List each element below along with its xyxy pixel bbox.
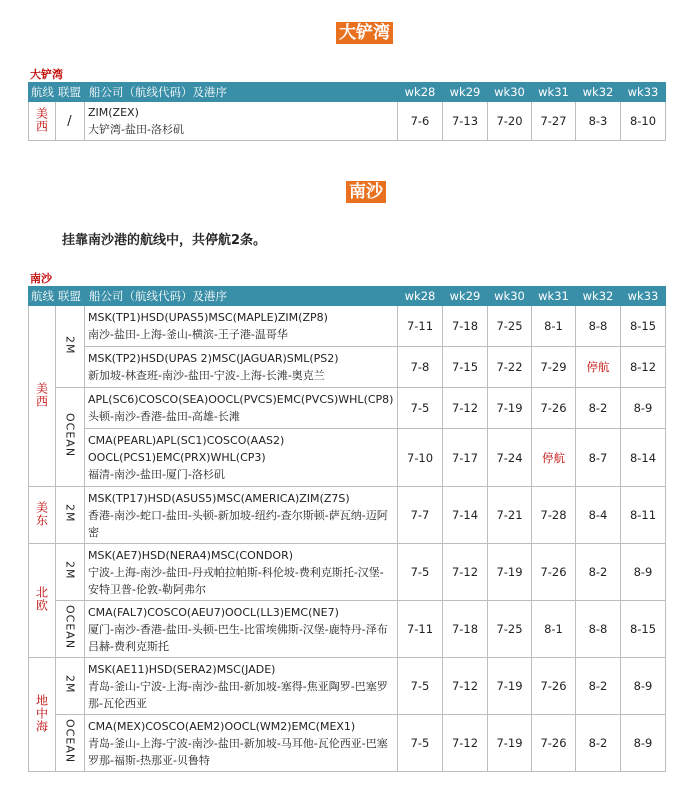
header-week: wk30 [488,287,532,306]
port-rotation: 福清-南沙-盐田-厦门-洛杉矶 [88,468,225,481]
alliance-cell: 2M [56,544,85,601]
route-cell: 北欧 [29,544,56,658]
date-cell: 8-8 [576,306,621,347]
date-cell: 7-27 [532,102,576,141]
date-cell: 8-12 [621,347,666,388]
date-cell: 7-12 [443,544,488,601]
table-row [29,388,666,429]
date-cell: 8-15 [621,306,666,347]
table-row [29,347,666,388]
date-cell: 8-9 [621,658,666,715]
alliance-cell: OCEAN [56,388,85,487]
date-cell: 7-25 [488,601,532,658]
carrier-codes: CMA(MEX)COSCO(AEM2)OOCL(WM2)EMC(MEX1) [88,719,356,733]
date-cell: 7-18 [443,306,488,347]
date-cell: 7-5 [398,658,443,715]
table-row [29,658,666,715]
port-rotation: 宁波-上海-南沙-盐田-丹戎帕拉帕斯-科伦坡-费利克斯托-汉堡-安特卫普-伦敦-勒阿弗尔 [88,565,384,596]
route-cell: 美东 [29,487,56,544]
header-week: wk31 [532,83,576,102]
date-cell: 7-13 [443,102,488,141]
date-cell: 8-8 [576,601,621,658]
nansha-banner: 南沙 [346,181,386,203]
header-week: wk33 [621,83,666,102]
port-rotation: 大铲湾-盐田-洛杉矶 [88,123,184,136]
nansha-schedule-table [28,286,666,772]
header-week: wk31 [532,287,576,306]
date-cell: 7-12 [443,388,488,429]
date-cell: 7-19 [488,658,532,715]
date-cell: 7-19 [488,715,532,772]
dachanwan-schedule-table [28,82,666,141]
carrier-info-cell [85,429,398,487]
date-cell: 8-7 [576,429,621,487]
table-row [29,544,666,601]
carrier-info-cell [85,102,398,141]
date-cell: 7-14 [443,487,488,544]
header-week: wk33 [621,287,666,306]
port-rotation: 青岛-釜山-宁波-上海-南沙-盐田-新加坡-塞得-焦亚陶罗-巴塞罗那-瓦伦西亚 [88,679,388,710]
header-carriers: 船公司（航线代码）及港序 [85,83,398,102]
date-cell: 停航 [576,347,621,388]
date-cell: 8-9 [621,388,666,429]
date-cell: 8-14 [621,429,666,487]
date-cell: 8-3 [576,102,621,141]
table-row [29,487,666,544]
port-rotation: 青岛-釜山-上海-宁波-南沙-盐田-新加坡-马耳他-瓦伦西亚-巴塞罗那-福斯-热那亚-贝鲁特 [88,736,388,767]
date-cell: 7-15 [443,347,488,388]
header-week: wk28 [398,83,443,102]
carrier-codes: ZIM(ZEX) [88,106,139,119]
carrier-info-cell [85,658,398,715]
carrier-codes: MSK(TP17)HSD(ASUS5)MSC(AMERICA)ZIM(Z7S) [88,491,350,505]
header-week: wk29 [443,83,488,102]
header-route: 航线 [29,83,56,102]
carrier-codes: MSK(TP2)HSD(UPAS 2)MSC(JAGUAR)SML(PS2) [88,352,339,365]
date-cell: 8-11 [621,487,666,544]
date-cell: 7-26 [532,388,576,429]
alliance-cell: OCEAN [56,715,85,772]
date-cell: 7-10 [398,429,443,487]
date-cell: 8-2 [576,388,621,429]
carrier-info-cell [85,601,398,658]
date-cell: 8-2 [576,715,621,772]
port-rotation: 香港-南沙-蛇口-盐田-头顿-新加坡-纽约-查尔斯顿-萨瓦纳-迈阿密 [88,508,388,539]
header-week: wk32 [576,287,621,306]
table-row [29,601,666,658]
header-carriers: 船公司（航线代码）及港序 [85,287,398,306]
table-row [29,715,666,772]
date-cell: 7-8 [398,347,443,388]
date-cell: 8-9 [621,715,666,772]
date-cell: 8-1 [532,306,576,347]
date-cell: 7-24 [488,429,532,487]
date-cell: 8-1 [532,601,576,658]
date-cell: 7-26 [532,658,576,715]
carrier-codes: MSK(AE11)HSD(SERA2)MSC(JADE) [88,662,276,676]
port-rotation: 南沙-盐田-上海-釜山-横滨-王子港-温哥华 [88,328,288,341]
carrier-codes: APL(SC6)COSCO(SEA)OOCL(PVCS)EMC(PVCS)WHL(CP8) [88,393,394,406]
date-cell: 8-2 [576,544,621,601]
date-cell: 7-19 [488,544,532,601]
carrier-info-cell [85,347,398,388]
date-cell: 7-25 [488,306,532,347]
date-cell: 7-11 [398,601,443,658]
dachanwan-header-row [29,83,666,102]
carrier-info-cell [85,487,398,544]
carrier-codes: MSK(AE7)HSD(NERA4)MSC(CONDOR) [88,548,294,562]
date-cell: 7-19 [488,388,532,429]
alliance-cell: / [56,102,85,141]
date-cell: 7-21 [488,487,532,544]
route-cell: 美西 [29,102,56,141]
header-route: 航线 [29,287,56,306]
date-cell: 7-5 [398,544,443,601]
header-week: wk29 [443,287,488,306]
date-cell: 停航 [532,429,576,487]
carrier-codes: OOCL(PCS1)EMC(PRX)WHL(CP3) [88,451,266,464]
carrier-codes: CMA(PEARL)APL(SC1)COSCO(AAS2) [88,434,285,447]
carrier-info-cell [85,388,398,429]
alliance-cell: 2M [56,306,85,388]
header-alliance: 联盟 [56,287,85,306]
date-cell: 8-4 [576,487,621,544]
port-rotation: 头顿-南沙-香港-盐田-高雄-长滩 [88,410,240,423]
header-alliance: 联盟 [56,83,85,102]
table-row [29,102,666,141]
port-rotation: 新加坡-林查班-南沙-盐田-宁波-上海-长滩-奥克兰 [88,369,325,382]
date-cell: 7-26 [532,715,576,772]
carrier-info-cell [85,715,398,772]
route-cell: 美西 [29,306,56,487]
carrier-codes: CMA(FAL7)COSCO(AEU7)OOCL(LL3)EMC(NE7) [88,605,339,619]
port-rotation: 厦门-南沙-香港-盐田-头顿-巴生-比雷埃佛斯-汉堡-鹿特丹-泽布吕赫-费利克斯托 [88,622,388,653]
header-week: wk32 [576,83,621,102]
date-cell: 8-9 [621,544,666,601]
carrier-info-cell [85,544,398,601]
date-cell: 7-12 [443,658,488,715]
carrier-codes: MSK(TP1)HSD(UPAS5)MSC(MAPLE)ZIM(ZP8) [88,311,328,324]
date-cell: 8-10 [621,102,666,141]
date-cell: 7-26 [532,544,576,601]
carrier-info-cell [85,306,398,347]
alliance-cell: 2M [56,487,85,544]
date-cell: 7-11 [398,306,443,347]
date-cell: 7-5 [398,715,443,772]
date-cell: 7-18 [443,601,488,658]
date-cell: 7-12 [443,715,488,772]
nansha-header-row [29,287,666,306]
table-row [29,306,666,347]
date-cell: 7-20 [488,102,532,141]
date-cell: 7-17 [443,429,488,487]
date-cell: 7-7 [398,487,443,544]
nansha-note: 挂靠南沙港的航线中，共停航2条。 [62,233,267,248]
date-cell: 7-6 [398,102,443,141]
date-cell: 7-28 [532,487,576,544]
table-row [29,429,666,487]
route-cell: 地中海 [29,658,56,772]
alliance-cell: OCEAN [56,601,85,658]
nansha-table-label: 南沙 [30,272,52,285]
date-cell: 8-15 [621,601,666,658]
header-week: wk28 [398,287,443,306]
date-cell: 7-29 [532,347,576,388]
date-cell: 8-2 [576,658,621,715]
alliance-cell: 2M [56,658,85,715]
date-cell: 7-5 [398,388,443,429]
header-week: wk30 [488,83,532,102]
dachanwan-banner: 大铲湾 [336,22,393,44]
date-cell: 7-22 [488,347,532,388]
dachanwan-table-label: 大铲湾 [30,68,63,81]
